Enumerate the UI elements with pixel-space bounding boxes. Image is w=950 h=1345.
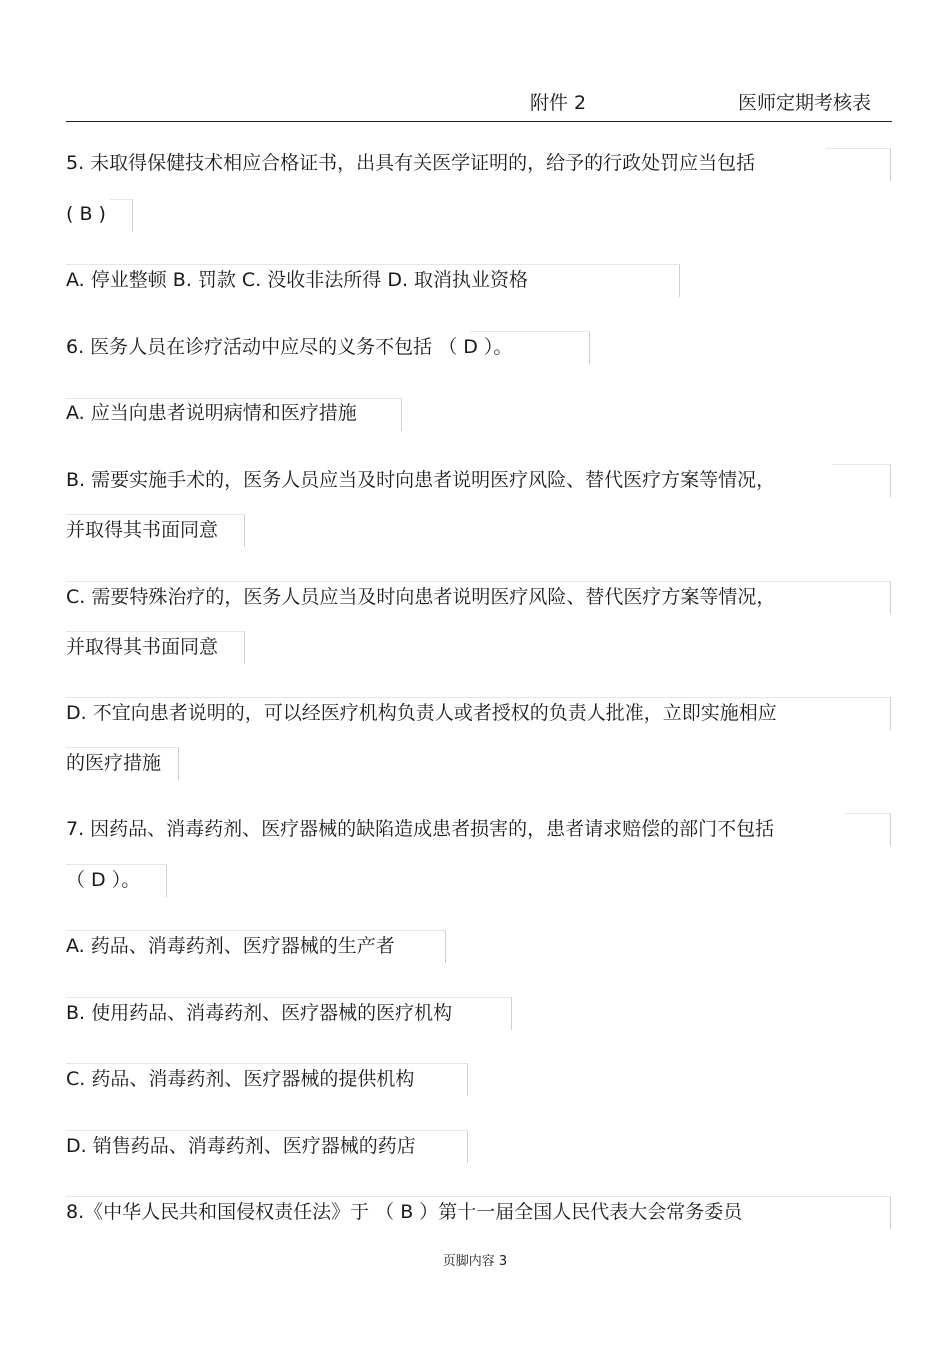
line-box <box>845 813 891 846</box>
header-rule <box>66 121 892 122</box>
question-6-option-b: B. 需要实施手术的，医务人员应当及时向患者说明医疗风险、替代医疗方案等情况， <box>66 469 776 491</box>
question-8-text: 8.《中华人民共和国侵权责任法》于 （ B ）第十一届全国人民代表大会常务委员 <box>66 1201 743 1223</box>
question-7-option-a: A. 药品、消毒药剂、医疗器械的生产者 <box>66 935 395 957</box>
question-6-option-c-cont: 并取得其书面同意 <box>66 636 219 658</box>
header-attachment: 附件 2 <box>530 92 587 114</box>
question-5-answer: ( B ) <box>66 203 106 225</box>
line-box <box>110 199 133 232</box>
question-5-options: A. 停业整顿 B. 罚款 C. 没收非法所得 D. 取消执业资格 <box>66 269 529 291</box>
question-6-option-d: D. 不宜向患者说明的，可以经医疗机构负责人或者授权的负责人批准，立即实施相应 <box>66 702 777 724</box>
question-6-text: 6. 医务人员在诊疗活动中应尽的义务不包括 （ D ）。 <box>66 336 513 358</box>
question-7-option-c: C. 药品、消毒药剂、医疗器械的提供机构 <box>66 1068 415 1090</box>
line-box <box>826 148 891 181</box>
header-title: 医师定期考核表 <box>738 92 872 114</box>
question-6-option-b-cont: 并取得其书面同意 <box>66 519 219 541</box>
question-7-option-d: D. 销售药品、消毒药剂、医疗器械的药店 <box>66 1135 416 1157</box>
question-6-option-a: A. 应当向患者说明病情和医疗措施 <box>66 402 357 424</box>
question-5-text: 5. 未取得保健技术相应合格证书，出具有关医学证明的，给予的行政处罚应当包括 <box>66 152 756 174</box>
question-6-option-d-cont: 的医疗措施 <box>66 752 162 774</box>
question-7-text: 7. 因药品、消毒药剂、医疗器械的缺陷造成患者损害的，患者请求赔偿的部门不包括 <box>66 818 775 840</box>
question-6-option-c: C. 需要特殊治疗的，医务人员应当及时向患者说明医疗风险、替代医疗方案等情况， <box>66 586 776 608</box>
line-box <box>832 464 891 497</box>
question-7-answer: （ D ）。 <box>66 869 141 891</box>
page-footer: 页脚内容 3 <box>442 1254 508 1269</box>
question-7-option-b: B. 使用药品、消毒药剂、医疗器械的医疗机构 <box>66 1002 453 1024</box>
